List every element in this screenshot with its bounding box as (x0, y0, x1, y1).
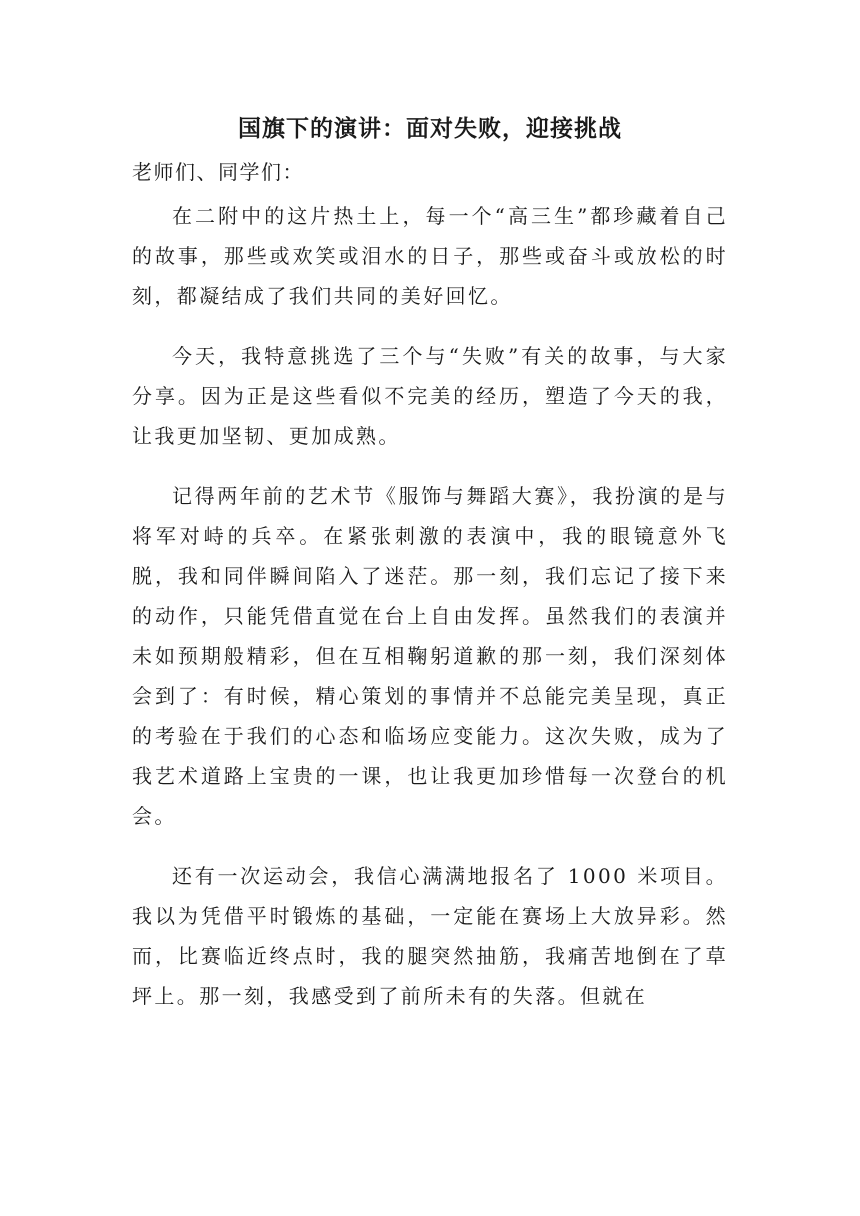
paragraph-1: 在二附中的这片热土上，每一个“高三生”都珍藏着自己的故事，那些或欢笑或泪水的日子，那些或奋斗或放松的时刻，都凝结成了我们共同的美好回忆。 (132, 204, 728, 308)
speech-title: 国旗下的演讲：面对失败，迎接挑战 (238, 115, 622, 142)
paragraph-4: 还有一次运动会，我信心满满地报名了 1000 米项目。我以为凭借平时锻炼的基础，一定能在赛场上大放异彩。然而，比赛临近终点时，我的腿突然抽筋，我痛苦地倒在了草坪上。那一刻，我感受到了前所未有的失落。但就在 (132, 864, 728, 1008)
salutation: 老师们、同学们： (132, 160, 304, 184)
paragraph-3: 记得两年前的艺术节《服饰与舞蹈大赛》，我扮演的是与将军对峙的兵卒。在紧张刺激的表演中，我的眼镜意外飞脱，我和同伴瞬间陷入了迷茫。那一刻，我们忘记了接下来的动作，只能凭借直觉在台上自由发挥。虽然我们的表演并未如预期般精彩，但在互相鞠躬道歉的那一刻，我们深刻体会到了：有时候，精心策划的事情并不总能完美呈现，真正的考验在于我们的心态和临场应变能力。这次失败，成为了我艺术道路上宝贵的一课，也让我更加珍惜每一次登台的机会。 (132, 484, 728, 828)
paragraph-2: 今天，我特意挑选了三个与“失败”有关的故事，与大家分享。因为正是这些看似不完美的经历，塑造了今天的我，让我更加坚韧、更加成熟。 (132, 344, 728, 448)
